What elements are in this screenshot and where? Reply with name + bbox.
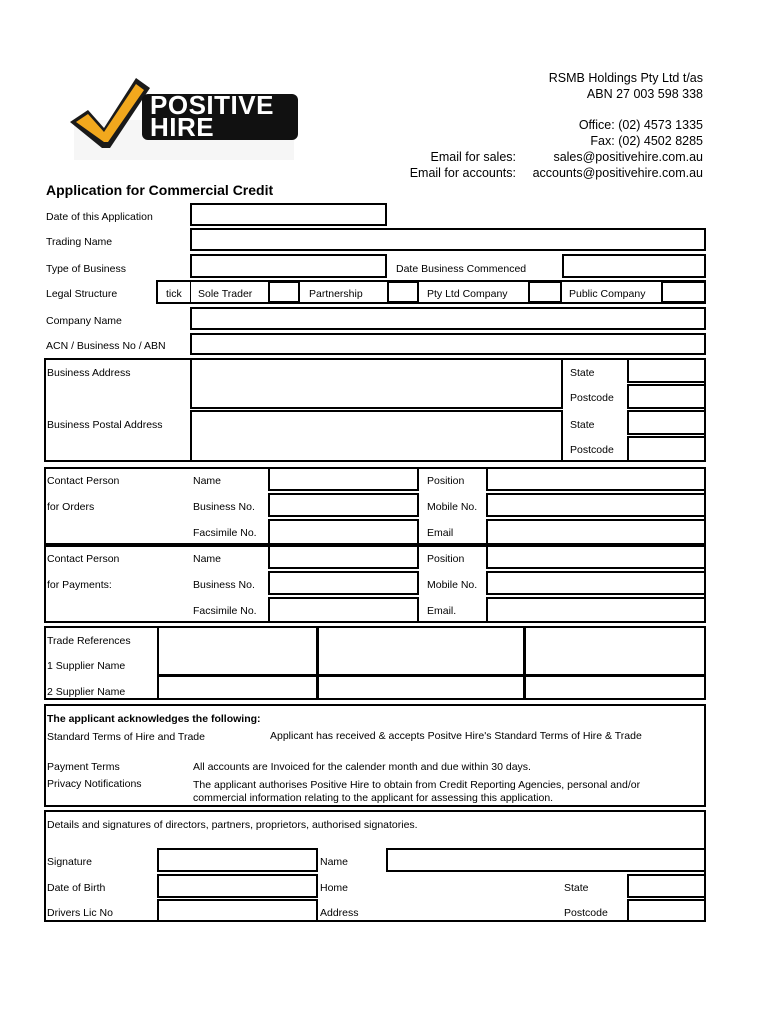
signatory-state-label: State: [564, 882, 589, 894]
company-name-field[interactable]: [190, 307, 706, 330]
payments-name-field[interactable]: [268, 545, 419, 569]
dob-field[interactable]: [157, 874, 318, 898]
supplier-1-contact-name-field[interactable]: [317, 626, 525, 676]
signatory-name-label: Name: [320, 856, 349, 868]
type-of-business-label: Type of Business: [46, 263, 126, 275]
supplier-2-contact-name-field[interactable]: [317, 675, 525, 700]
terms-text: Applicant has received & accepts Positve Hire's Standard Terms of Hire & Trade: [270, 730, 642, 742]
pty-ltd-checkbox[interactable]: [528, 281, 562, 303]
company-name-label: Company Name: [46, 315, 122, 327]
public-company-checkbox[interactable]: [661, 281, 706, 303]
supplier-1-label: 1 Supplier Name: [47, 660, 126, 672]
signatory-postcode-field[interactable]: [627, 899, 706, 922]
payments-business-no-field[interactable]: [268, 571, 419, 595]
legal-structure-label: Legal Structure: [46, 288, 118, 300]
supplier-1-field[interactable]: [157, 626, 318, 676]
postal-state-field[interactable]: [627, 410, 706, 435]
tick-label: tick: [166, 288, 182, 300]
signature-field[interactable]: [157, 848, 318, 872]
payments-mobile-no-label: Mobile No.: [427, 579, 478, 591]
orders-facsimile-field[interactable]: [268, 519, 419, 545]
public-company-label: Public Company: [569, 288, 646, 300]
supplier-2-label: 2 Supplier Name: [47, 686, 126, 698]
business-address-postcode-field[interactable]: [627, 384, 706, 409]
dob-label: Date of Birth: [47, 882, 106, 894]
orders-email-label: Email: [427, 527, 454, 539]
business-postal-address-label: Business Postal Address: [47, 419, 163, 431]
payment-terms-label: Payment Terms: [47, 761, 120, 773]
logo-text-positive: POSITIVE: [150, 90, 274, 120]
business-address-state-label: State: [570, 367, 595, 379]
payments-facsimile-label: Facsimile No.: [193, 605, 257, 617]
partnership-label: Partnership: [309, 288, 363, 300]
business-address-label: Business Address: [47, 367, 131, 379]
trading-name-label: Trading Name: [46, 236, 113, 248]
postal-state-label: State: [570, 419, 595, 431]
orders-position-label: Position: [427, 475, 465, 487]
payments-email-label: Email.: [427, 605, 457, 617]
payments-business-no-label: Business No.: [193, 579, 255, 591]
payments-position-field[interactable]: [486, 545, 706, 569]
supplier-2-contact-phone-field[interactable]: [524, 675, 706, 700]
signature-label: Signature: [47, 856, 92, 868]
acn-field[interactable]: [190, 333, 706, 355]
payments-email-field[interactable]: [486, 597, 706, 623]
accounts-email[interactable]: accounts@positivehire.com.au: [532, 166, 703, 180]
orders-business-no-label: Business No.: [193, 501, 255, 513]
orders-mobile-no-label: Mobile No.: [427, 501, 478, 513]
business-address-postcode-label: Postcode: [570, 392, 614, 404]
orders-name-field[interactable]: [268, 467, 419, 491]
type-of-business-field[interactable]: [190, 254, 387, 278]
privacy-label: Privacy Notifications: [47, 778, 142, 790]
signatory-postcode-label: Postcode: [564, 907, 608, 919]
partnership-checkbox[interactable]: [387, 281, 419, 303]
drivers-lic-field[interactable]: [157, 899, 318, 922]
payments-name-label: Name: [193, 553, 222, 565]
orders-mobile-no-field[interactable]: [486, 493, 706, 517]
accounts-email-label: Email for accounts:: [409, 166, 516, 180]
payments-facsimile-field[interactable]: [268, 597, 419, 623]
trading-name-field[interactable]: [190, 228, 706, 251]
payments-position-label: Position: [427, 553, 465, 565]
supplier-2-field[interactable]: [157, 675, 318, 700]
signatures-intro: Details and signatures of directors, partners, proprietors, authorised signatories.: [47, 819, 418, 831]
terms-label: Standard Terms of Hire and Trade: [47, 731, 205, 743]
logo-text-hire: HIRE: [150, 112, 215, 142]
sales-email[interactable]: sales@positivehire.com.au: [553, 150, 703, 164]
business-postal-address-field[interactable]: [190, 410, 563, 462]
contact-payments-subtitle: for Payments:: [47, 579, 112, 591]
signatory-name-field[interactable]: [386, 848, 706, 872]
form-title: Application for Commercial Credit: [46, 182, 274, 198]
date-business-commenced-label: Date Business Commenced: [396, 263, 527, 275]
pty-ltd-label: Pty Ltd Company: [427, 288, 508, 300]
company-abn: ABN 27 003 598 338: [586, 87, 703, 101]
orders-business-no-field[interactable]: [268, 493, 419, 517]
postal-postcode-label: Postcode: [570, 444, 614, 456]
company-office-phone: Office: (02) 4573 1335: [578, 118, 703, 132]
orders-name-label: Name: [193, 475, 222, 487]
business-address-field[interactable]: [190, 358, 563, 409]
payments-mobile-no-field[interactable]: [486, 571, 706, 595]
acknowledgement-heading: The applicant acknowledges the following:: [47, 713, 261, 725]
privacy-text-line1: The applicant authorises Positive Hire to obtain from Credit Reporting Agencies, personal and/or: [193, 779, 641, 791]
privacy-text-line2: commercial information relating to the applicant for assessing this application.: [193, 792, 554, 804]
sole-trader-label: Sole Trader: [198, 288, 253, 300]
contact-orders-subtitle: for Orders: [47, 501, 95, 513]
orders-position-field[interactable]: [486, 467, 706, 491]
sole-trader-checkbox[interactable]: [268, 281, 300, 303]
signatory-state-field[interactable]: [627, 874, 706, 898]
home-label: Home: [320, 882, 349, 894]
orders-facsimile-label: Facsimile No.: [193, 527, 257, 539]
date-of-application-label: Date of this Application: [46, 211, 153, 223]
supplier-1-contact-phone-field[interactable]: [524, 626, 706, 676]
trade-references-title: Trade References: [47, 635, 131, 647]
postal-postcode-field[interactable]: [627, 436, 706, 462]
company-logo: [66, 70, 298, 162]
contact-orders-title: Contact Person: [47, 475, 120, 487]
company-fax: Fax: (02) 4502 8285: [590, 134, 703, 148]
orders-email-field[interactable]: [486, 519, 706, 545]
address-label: Address: [320, 907, 359, 919]
payment-terms-text: All accounts are Invoiced for the calender month and due within 30 days.: [193, 761, 531, 773]
sales-email-label: Email for sales:: [430, 150, 516, 164]
date-of-application-field[interactable]: [190, 203, 387, 226]
company-name: RSMB Holdings Pty Ltd t/as: [548, 71, 703, 85]
drivers-lic-label: Drivers Lic No: [47, 907, 113, 919]
date-business-commenced-field[interactable]: [562, 254, 706, 278]
business-address-state-field[interactable]: [627, 358, 706, 383]
contact-payments-title: Contact Person: [47, 553, 120, 565]
acn-label: ACN / Business No / ABN: [46, 340, 166, 352]
